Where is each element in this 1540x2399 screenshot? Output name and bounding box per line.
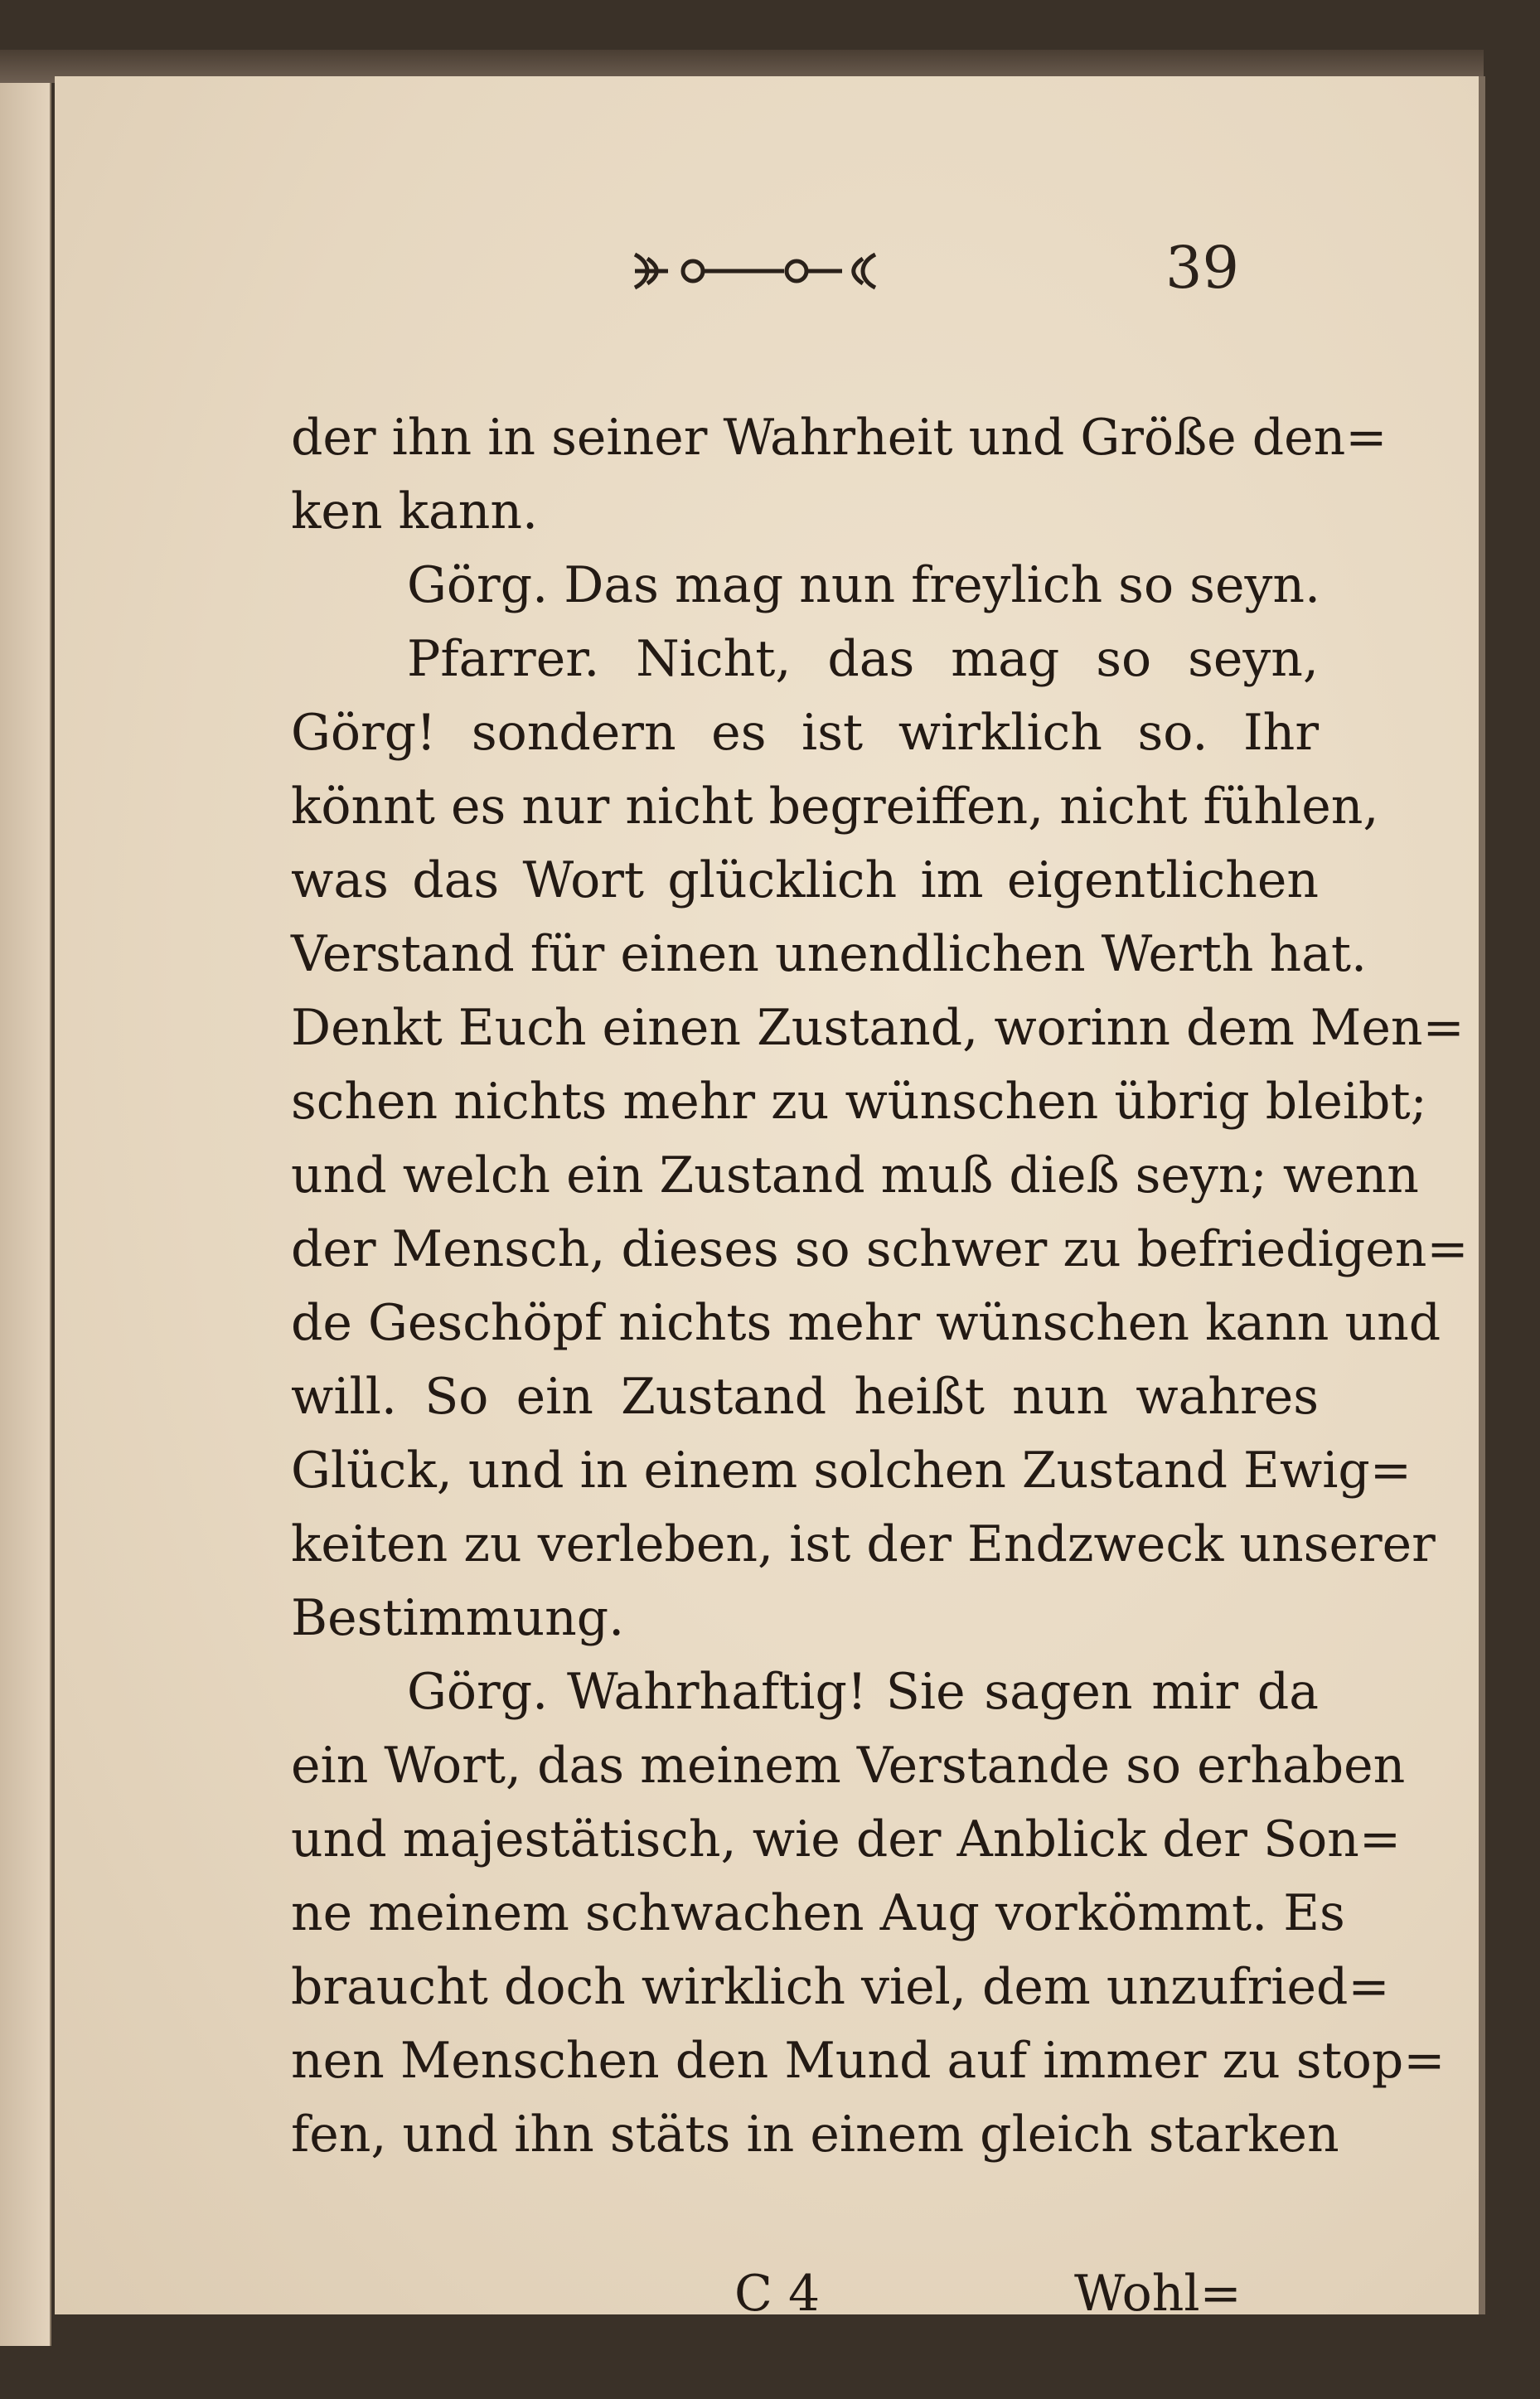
text-line: Glück, und in einem solchen Zustand Ewig= [291,1442,1412,1500]
text-line: Görg. Wahrhaftig! Sie sagen mir da [407,1663,1319,1721]
body-text [291,401,1469,2172]
text-line: fen, und ihn stäts in einem gleich starken [291,2106,1339,2164]
text-line: Görg! sondern es ist wirklich so. Ihr [291,704,1319,762]
text-line: und welch ein Zustand muß dieß seyn; wenn [291,1146,1419,1204]
facing-page-edge [0,58,51,2346]
text-line: ne meinem schwachen Aug vorkömmt. Es [291,1884,1345,1942]
book-page [55,76,1479,2323]
text-line: Bestimmung. [291,1589,625,1647]
text-line: Görg. Das mag nun freylich so seyn. [407,556,1321,614]
text-line: Pfarrer. Nicht, das mag so seyn, [407,630,1319,688]
page-footer [55,2265,1479,2331]
text-line: schen nichts mehr zu wünschen übrig bleibt; [291,1073,1427,1131]
ornamental-rule-icon [618,242,892,300]
text-line: und majestätisch, wie der Anblick der Son= [291,1810,1402,1868]
text-line: könnt es nur nicht begreiffen, nicht fühlen, [291,778,1379,836]
text-line: will. So ein Zustand heißt nun wahres [291,1368,1319,1426]
text-line: keiten zu verleben, ist der Endzweck unserer [291,1515,1436,1573]
text-line: braucht doch wirklich viel, dem unzufried= [291,1958,1390,2016]
text-line: ein Wort, das meinem Verstande so erhaben [291,1737,1406,1795]
page-header [55,234,1479,317]
signature-mark: C 4 [734,2265,821,2323]
text-line: ken kann. [291,482,539,540]
text-line: Denkt Euch einen Zustand, worinn dem Men= [291,999,1465,1057]
text-line: nen Menschen den Mund auf immer zu stop= [291,2032,1446,2090]
text-line: de Geschöpf nichts mehr wünschen kann und [291,1294,1441,1352]
text-line: der ihn in seiner Wahrheit und Größe den= [291,409,1387,467]
text-line: was das Wort glücklich im eigentlichen [291,851,1319,909]
page-number: 39 [1165,234,1240,302]
catchword: Wohl= [1074,2265,1242,2323]
text-line: Verstand für einen unendlichen Werth hat. [291,925,1368,983]
text-line: der Mensch, dieses so schwer zu befriedigen= [291,1220,1469,1278]
